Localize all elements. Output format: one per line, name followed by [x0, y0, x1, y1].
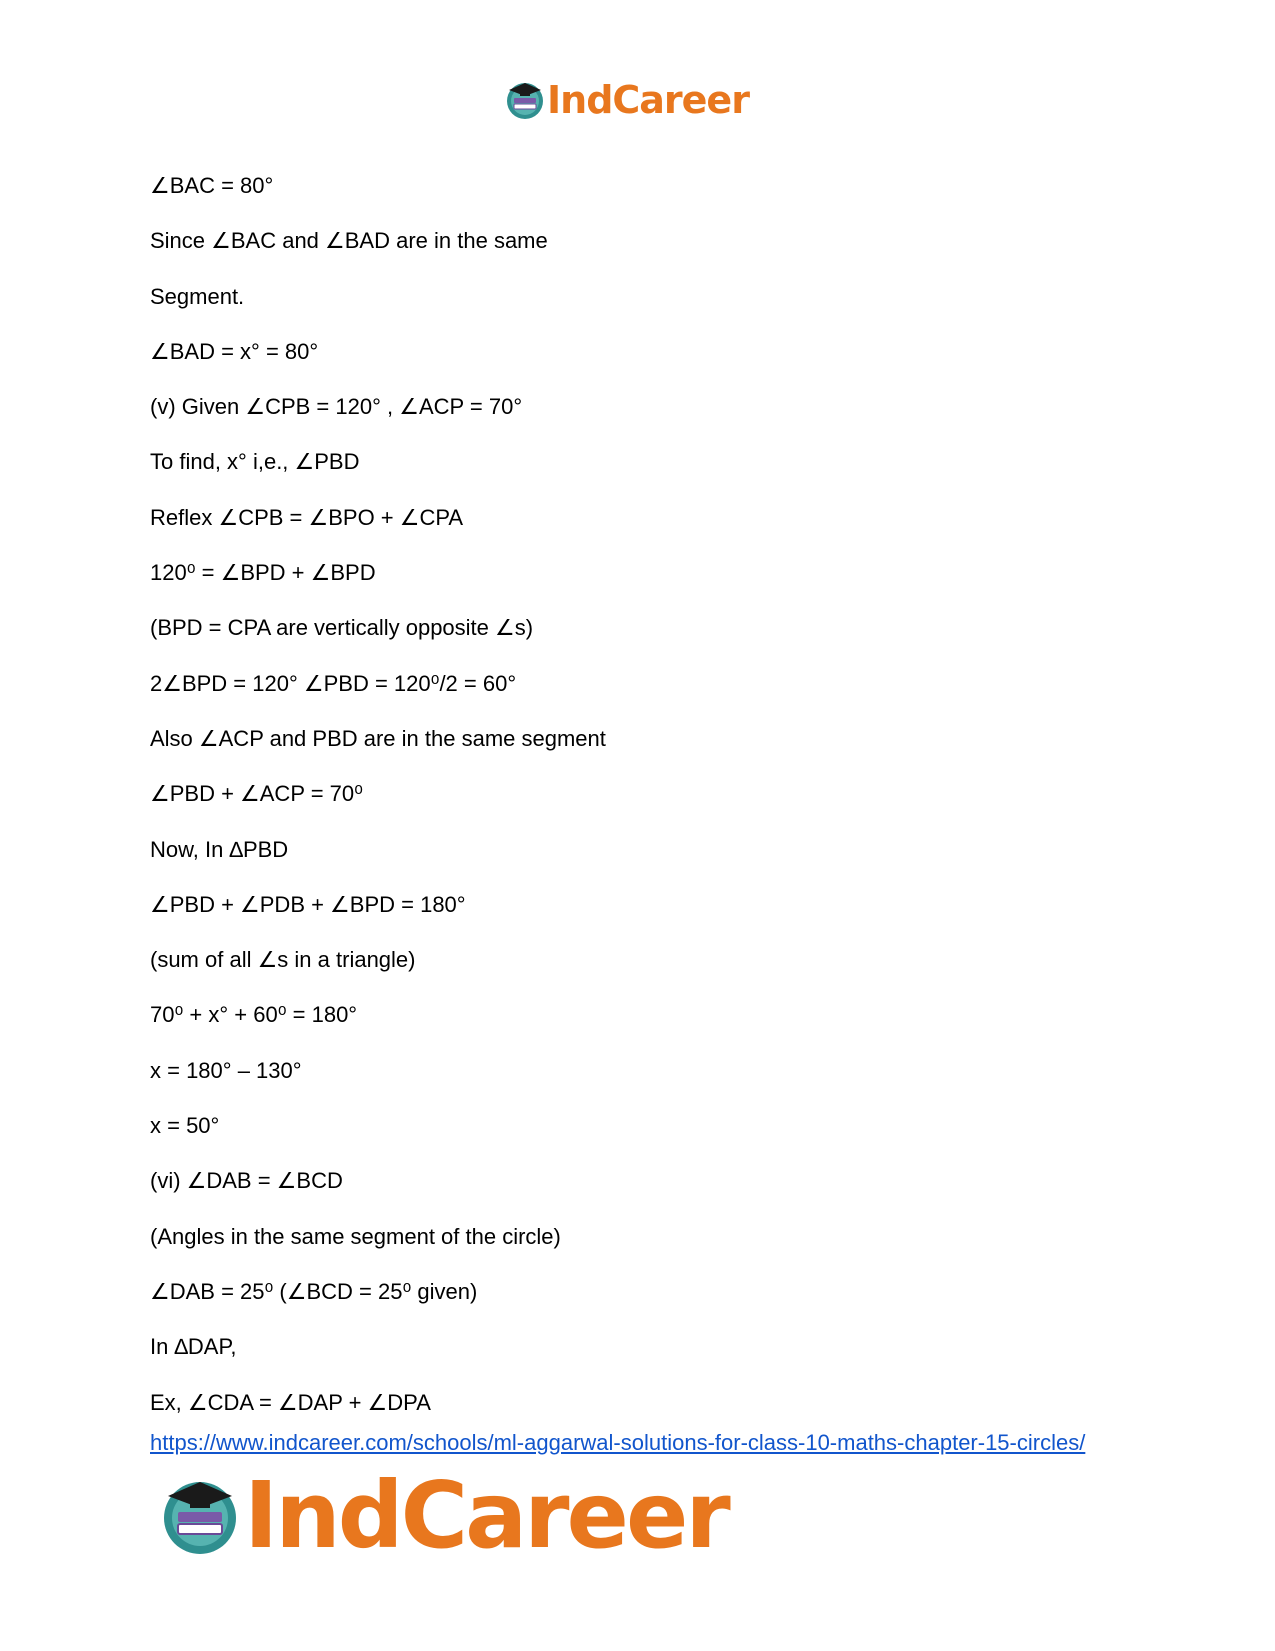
- text-line: Reflex ∠CPB = ∠BPO + ∠CPA: [150, 504, 464, 530]
- text-line: 2∠BPD = 120° ∠PBD = 120⁰/2 = 60°: [150, 670, 517, 696]
- text-line: ∠PBD + ∠ACP = 70⁰: [150, 781, 363, 807]
- text-line: (vi) ∠DAB = ∠BCD: [150, 1168, 343, 1194]
- text-line: Ex, ∠CDA = ∠DAP + ∠DPA: [150, 1389, 431, 1415]
- logo-text: IndCareer: [547, 78, 749, 122]
- text-line: Segment.: [150, 283, 245, 309]
- text-line: (Angles in the same segment of the circle): [150, 1223, 561, 1249]
- text-line: ∠DAB = 25⁰ (∠BCD = 25⁰ given): [150, 1278, 478, 1304]
- solution-content: [150, 175, 1150, 1447]
- header-logo: [505, 80, 749, 120]
- text-line: (v) Given ∠CPB = 120° , ∠ACP = 70°: [150, 394, 523, 420]
- footer-logo: [160, 1462, 728, 1569]
- text-line: (sum of all ∠s in a triangle): [150, 947, 416, 973]
- text-line: In ∆DAP,: [150, 1334, 237, 1360]
- text-line: ∠PBD + ∠PDB + ∠BPD = 180°: [150, 891, 466, 917]
- source-link[interactable]: https://www.indcareer.com/schools/ml-aggarwal-solutions-for-class-10-maths-chapter-15-circles/: [150, 1430, 1086, 1455]
- graduation-globe-icon: [505, 80, 545, 120]
- text-line: 70⁰ + x° + 60⁰ = 180°: [150, 1002, 358, 1028]
- text-line: x = 50°: [150, 1113, 220, 1139]
- text-line: Also ∠ACP and PBD are in the same segment: [150, 725, 606, 751]
- text-line: x = 180° – 130°: [150, 1057, 302, 1083]
- text-line: Since ∠BAC and ∠BAD are in the same: [150, 228, 548, 254]
- text-line: (BPD = CPA are vertically opposite ∠s): [150, 615, 534, 641]
- text-line: ∠BAD = x° = 80°: [150, 338, 319, 364]
- text-line: Now, In ∆PBD: [150, 836, 289, 862]
- logo-text: IndCareer: [244, 1462, 728, 1569]
- text-line: ∠BAC = 80°: [150, 173, 274, 198]
- graduation-globe-icon: [160, 1476, 240, 1556]
- text-line: To find, x° i,e., ∠PBD: [150, 449, 360, 475]
- text-line: 120⁰ = ∠BPD + ∠BPD: [150, 560, 376, 586]
